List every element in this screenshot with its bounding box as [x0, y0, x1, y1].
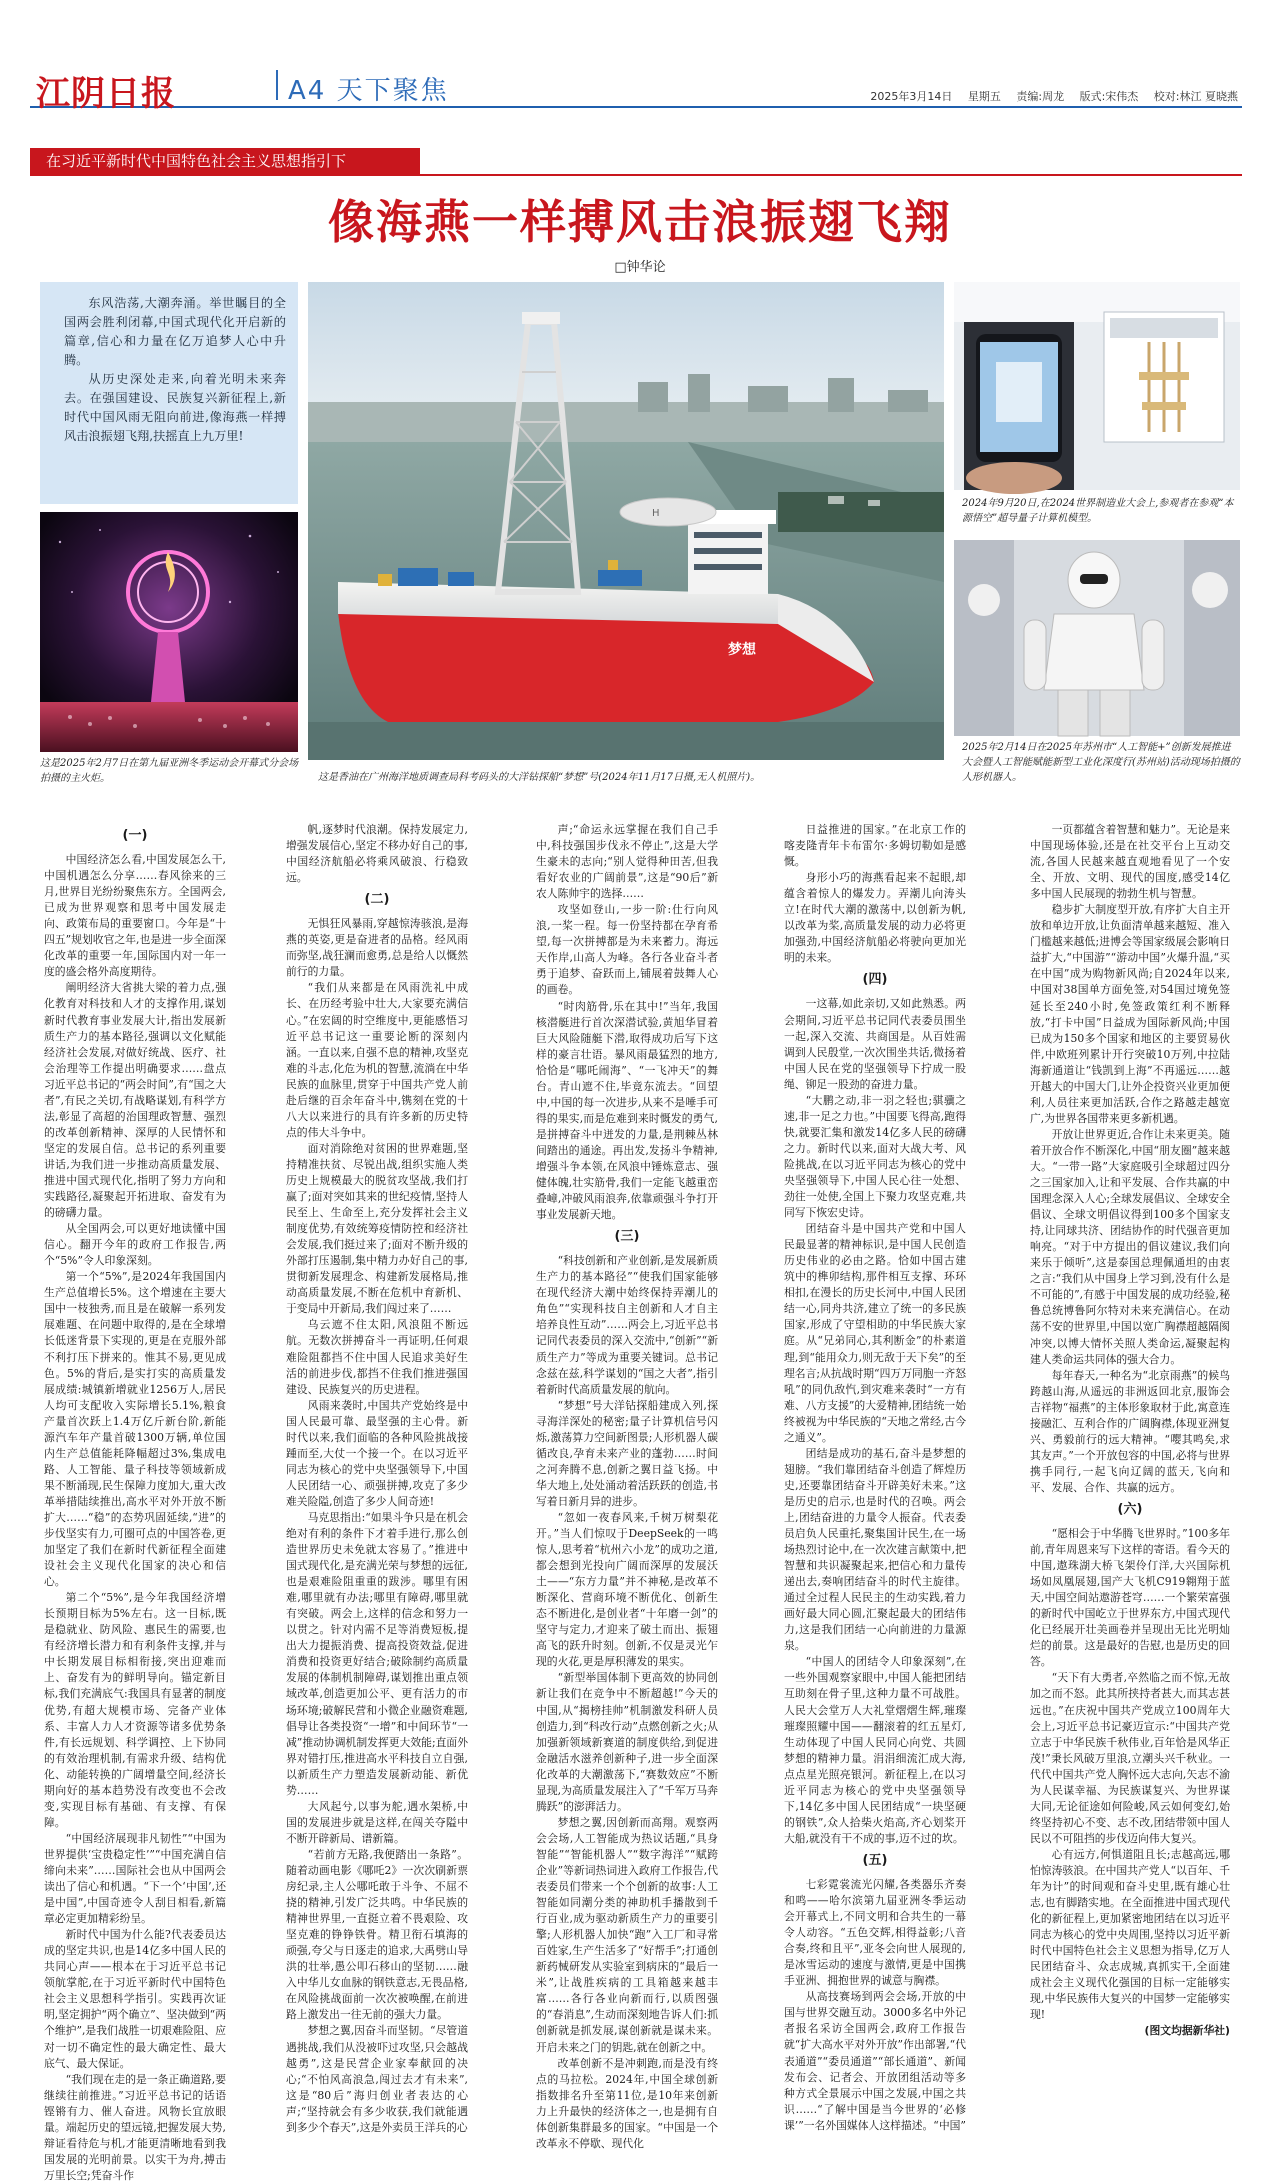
- body-paragraph: 阐明经济大省挑大梁的着力点,强化教育对科技和人才的支撑作用,谋划新时代教育事业发展大计,指出发展新质生产力的基本路径,强调以文化赋能经济社会发展,对做好统战、医疗、社会治理等工作提出明确要求……盘点习近平总书记的“两会时间”,有“国之大者”,有民之关切,有战略谋划,有科学方法,彰显了高超的治国理政智慧、强烈的改革创新精神、深厚的人民情怀和坚定的发展自信。总书记的系列重要讲话,为我们进一步推动高质量发展、推进中国式现代化,指明了努力方向和实践路径,凝聚起开拓进取、奋发有为的磅礴力量。: [44, 981, 226, 1220]
- caption-torch: 这是2025年2月7日在第九届亚洲冬季运动会开幕式分会场拍摄的主火炬。: [40, 758, 299, 784]
- body-paragraph: 乌云遮不住太阳,风浪阻不断远航。无数次拼搏奋斗一再证明,任何艰难险阻都挡不住中国人民追求美好生活的前进步伐,都挡不住我们推进强国建设、民族复兴的历史进程。: [286, 1318, 468, 1396]
- body-paragraph: 新时代中国为什么能?代表委员达成的坚定共识,也是14亿多中国人民的共同心声——根本在于习近平总书记领航掌舵,在于习近平新时代中国特色社会主义思想科学指引。实践再次证明,坚定拥护“两个确立”、坚决做到“两个维护”,是我们战胜一切艰难险阻、应对一切不确定性的最大确定性、最大底气、最大保证。: [44, 1928, 226, 2070]
- section-heading: (一): [122, 828, 148, 843]
- ship-photo: [308, 282, 944, 760]
- ship-name-label: 梦想: [728, 642, 756, 658]
- body-paragraph: 帆,逐梦时代浪潮。保持发展定力,增强发展信心,坚定不移办好自己的事,中国经济航船必将乘风破浪、行稳致远。: [286, 823, 468, 885]
- section-heading: (六): [1117, 1501, 1143, 1517]
- body-paragraph: 中国经济怎么看,中国发展怎么干,中国机遇怎么分享……春风徐来的三月,世界目光纷纷聚焦东方。全国两会,已成为世界观察和思考中国发展走向、政策布局的重要窗口。今年是“十四五”规划收官之年,也是进一步全面深化改革的重要一年,国际国内对一年一度的盛会格外高度期待。: [44, 853, 226, 979]
- caption-ship: 这是香油在广州海洋地质调查局科考码头的大洋钻探船“梦想”号(2024年11月17日摄,无人机照片)。: [318, 772, 761, 783]
- body-paragraph: 团结奋斗是中国共产党和中国人民最显著的精神标识,是中国人民创造历史伟业的必由之路。恰如中国古建筑中的榫卯结构,那件相互支撑、环环相扣,在漫长的历史长河中,中国人民团结一心,同舟共济,建立了统一的多民族国家,形成了守望相助的中华民族大家庭。从“兄弟同心,其利断金”的朴素道理,到“能用众力,则无敌于天下矣”的至理名言;从抗战时期“四万万同胞一齐怒吼”的同仇敌忾,到灾难来袭时“一方有难、八方支援”的大爱精神,团结统一始终被视为中华民族的“天地之常经,古今之通义”。: [784, 1222, 966, 1444]
- designer-credit: 版式:宋伟杰: [1079, 90, 1139, 103]
- body-paragraph: 马克思指出:“如果斗争只是在机会绝对有利的条件下才着手进行,那么创造世界历史未免就太容易了。”推进中国式现代化,是充满光荣与梦想的远征,也是艰难险阻重重的跋涉。哪里有困难,哪里就有办法;哪里有障碍,哪里就有突破。两会上,这样的信念和努力一以贯之。针对内需不足等消费短板,提出大力提振消费、提高投资效益,促进消费和投资更好结合;破除制约高质量发展的体制机制障碍,谋划推出重点领域改革,创造更加公平、更有活力的市场环境;破解民营和小微企业融资难题,倡导让各类投资“一增”和中间环节“一减”推动协调机制发挥更大效能;直面外界对错打压,推进高水平科技自立自强,以新质生产力塑造发展新动能、新优势……: [286, 1510, 468, 1797]
- caption-quantum: 2024年9月20日,在2024世界制造业大会上,参观者在参观“本源悟空”超导量子计算机模型。: [962, 498, 1234, 524]
- body-column-4: [784, 822, 966, 2132]
- page-section-label: A4 天下聚焦: [288, 76, 449, 106]
- body-paragraph: “中国经济展现非凡韧性”“中国为世界提供‘宝贵稳定性’”“中国充满自信缔向未来”……国际社会也从中国两会读出了信心和机遇。“下一个‘中国’,还是中国”,中国奇迹令人刮目相看,新篇章必定更加精彩纷呈。: [44, 1831, 226, 1926]
- issue-date: 2025年3月14日: [870, 90, 953, 103]
- body-paragraph: “新型举国体制下更高效的协同创新让我们在竞争中不断超越!”今天的中国,从“揭榜挂帅”机制激发科研人员创造力,到“科改行动”点燃创新之火;从加强新领域新赛道的制度供给,到促进金融活水滋养创新种子,进一步全面深化改革的大潮激荡下,“赛数效应”不断显现,为高质量发展注入了“千军万马奔腾跃”的澎湃活力。: [536, 1671, 718, 1813]
- body-paragraph: 无惧狂风暴雨,穿越惊涛骇浪,是海燕的英姿,更是奋进者的品格。经风雨而弥坚,战狂澜而愈勇,总是给人以慨然前行的力量。: [286, 917, 468, 979]
- body-paragraph: “中国人的团结令人印象深刻”,在一些外国观察家眼中,中国人能把团结互助刻在骨子里,这种力量不可战胜。人民大会堂万人大礼堂熠熠生辉,璀璨璀璨照耀中国——翻滚着的红五星灯,生动体现了中国人民同心向党、共圆梦想的精神力量。涓涓细流汇成大海,点点星光照亮银河。新征程上,在以习近平同志为核心的党中央坚强领导下,14亿多中国人民团结成“一块坚硬的钢铁”,众人拾柴火焰高,齐心划桨开大船,就没有干不成的事,迈不过的坎。: [784, 1655, 966, 1845]
- body-paragraph: “我们从来都是在风雨洗礼中成长、在历经考验中壮大,大家要充满信心。”在宏阔的时空维度中,更能感悟习近平总书记这一重要论断的深刻内涵。一直以来,自强不息的精神,攻坚克难的斗志,化危为机的智慧,流淌在中华民族的血脉里,贯穿于中国共产党人前赴后继的百余年奋斗中,镌刻在党的十八大以来进行的具有许多新的历史特点的伟大斗争中。: [286, 981, 468, 1139]
- robot-photo: [954, 540, 1240, 736]
- body-paragraph: 攻坚如登山,一步一阶:仕行向风浪,一桨一程。每一份坚持都在孕育希望,每一次拼搏都是为未来蓄力。海远天作岸,山高人为峰。各行各业奋斗者勇于追梦、奋跃而上,铺展着鼓舞人心的画卷。: [536, 903, 718, 997]
- body-paragraph: 每年春天,一种名为“北京雨燕”的候鸟跨越山海,从遥远的非洲返回北京,服饰会吉祥物“福燕”的主体形象取材于此,寓意连接融汇、互利合作的广阔胸襟,体现亚洲复兴、勇毅前行的远大精神。“嘤其鸣矣,求其友声。”一个开放包容的中国,必将与世界携手同行,一起飞向辽阔的蓝天,飞向和平、发展、合作、共赢的远方。: [1030, 1368, 1230, 1494]
- body-paragraph: 大风起兮,以事为舵,遇水架桥,中国的发展进步就是这样,在闯关夺隘中不断开辟新局、谱新篇。: [286, 1799, 468, 1845]
- article-byline: □钟华论: [614, 260, 666, 275]
- source-credit: (图文均据新华社): [1144, 2024, 1230, 2038]
- body-paragraph: “梦想”号大洋钻探船建成入列,探寻海洋深处的秘密;量子计算机信号闪烁,激荡算力空间新图景;人形机器人碳循改良,孕育未来产业的蓬勃……时间之河奔腾不息,创新之翼日益飞扬。中华大地上,处处涌动着活跃跃的创造,书写着日新月异的进步。: [536, 1398, 718, 1508]
- body-paragraph: “若前方无路,我便踏出一条路”。随着动画电影《哪吒2》一次次刷新票房纪录,主人公哪吒敢于斗争、不屈不挠的精神,引发广泛共鸣。中华民族的精神世界里,一直挺立着不畏艰险、攻坚克难的铮铮铁骨。精卫衔石填海的顽强,夸父与日逐走的追求,大禹劈山导洪的壮举,愚公叩石移山的坚韧……融入中华儿女血脉的钢铁意志,无畏品格,在风险挑战面前一次次被唤醒,在前进路上激发出一往无前的强大力量。: [286, 1847, 468, 2022]
- body-paragraph: 一页都蕴含着智慧和魅力”。无论是来中国现场体验,还是在社交平台上互动交流,各国人民越来越直观地看见了一个安全、开放、文明、现代的国度,感受14亿多中国人民展现的勃勃生机与智慧。: [1030, 823, 1230, 901]
- body-column-1: [44, 822, 226, 2182]
- body-column-3: [536, 822, 718, 2150]
- section-divider: [276, 70, 278, 100]
- robot-photo-art: [954, 540, 1240, 736]
- page-meta: [858, 88, 1238, 104]
- section-heading: (三): [614, 1229, 640, 1245]
- body-paragraph: 身形小巧的海燕看起来不起眼,却蕴含着惊人的爆发力。弄潮儿向涛头立!在时代大潮的激荡中,以创新为帆,以改革为桨,高质量发展的动力必将更加强劲,中国经济航船必将驶向更加光明的未来。: [784, 871, 966, 965]
- body-paragraph: “大鹏之动,非一羽之轻也;骐骥之速,非一足之力也。”中国要飞得高,跑得快,就要汇集和激发14亿多人民的磅礴之力。新时代以来,面对大战大考、风险挑战,在以习近平同志为核心的党中央坚强领导下,中国人民心往一处想、劲往一处使,全国上下聚力攻坚克难,共同写下恢宏史诗。: [784, 1093, 966, 1220]
- body-paragraph: 稳步扩大制度型开放,有序扩大自主开放和单边开放,让负面清单越来越短、准入门槛越来越低;进博会等国家级展会影响日益扩大,“中国游”“游动中国”火爆升温,“买在中国”成为购物新风尚;自2024年以来,中国对38国单方面免签,对54国过境免签延长至240小时,免签政策红利不断释放,“打卡中国”日益成为国际新风尚;中国已成为150多个国家和地区的主要贸易伙伴,中欧班列累计开行突破10万列,中拉陆海新通道让“钱凯到上海”不再遥远……越开越大的中国大门,让外企投资兴业更加便利,人员往来更加活跃,合作之路越走越宽广,为世界各国带来更多新机遇。: [1030, 903, 1230, 1125]
- torch-photo: [40, 512, 298, 752]
- newspaper-logo: 江阴日报: [36, 74, 176, 114]
- body-paragraph: 面对消除绝对贫困的世界难题,坚持精准扶贫、尽锐出战,组织实施人类历史上规模最大的脱贫攻坚战,我们打赢了;面对突如其来的世纪疫情,坚持人民至上、生命至上,充分发挥社会主义制度优势,有效统筹疫情防控和经济社会发展,我们挺过来了;面对不断升级的外部打压遏制,集中精力办好自己的事,贯彻新发展理念、构建新发展格局,推动高质量发展,不断在危机中育新机、于变局中开新局,我们闯过来了……: [286, 1141, 468, 1316]
- quantum-photo: [954, 282, 1240, 490]
- body-paragraph: 梦想之翼,因创新而高翔。观察两会会场,人工智能成为热议话题,“具身智能”“智能机器人”“数字海洋”“赋跨企业”等新词热词进入政府工作报告,代表委员们带来一个个创新的故事:人工智能如同潮分类的神助机手播散到千行百业,成为驱动新质生产力的重要引擎;人形机器人加快“跑”入工厂和寻常百姓家,生产生活多了“好帮手”;打通创新药械研发从实验室到病床的“最后一米”,让战胜疾病的工具箱越来越丰富……各行各业向新而行,以质图强的“春消息”,生动而深刻地告诉人们:抓创新就是抓发展,谋创新就是谋未来。开启未来之门的钥匙,就在创新之中。: [536, 1815, 718, 2054]
- issue-weekday: 星期五: [967, 90, 1001, 103]
- lead-paragraph: 东风浩荡,大潮奔涌。举世瞩目的全国两会胜利闭幕,中国式现代化开启新的篇章,信心和力量在亿万追梦人心中升腾。: [64, 296, 286, 367]
- body-paragraph: 团结是成功的基石,奋斗是梦想的翅膀。“我们靠团结奋斗创造了辉煌历史,还要靠团结奋斗开辟美好未来。”这是历史的启示,也是时代的召唤。两会上,团结奋进的力量令人振奋。代表委员启负人民重托,聚集国计民生,在一场场热烈讨论中,在一次次建言献策中,把智慧和共识凝聚起来,把信心和力量传递出去,奏响团结奋斗的时代主旋律。通过全过程人民民主的生动实践,着力画好最大同心圆,汇聚起最大的团结伟力,这是我们团结一心向前进的力量源泉。: [784, 1446, 966, 1653]
- body-paragraph: 从全国两会,可以更好地读懂中国信心。翻开今年的政府工作报告,两个“5%”令人印象深刻。: [44, 1222, 226, 1268]
- body-paragraph: 开放让世界更近,合作让未来更美。随着开放合作不断深化,中国“朋友圈”越来越大。“一带一路”大家庭吸引全球超过四分之三国家加入,让和平发展、合作共赢的中国理念深入人心;全球发展倡议、全球安全倡议、全球文明倡议得到100多个国家支持,让同球共济、团结协作的时代强音更加响亮。“对于中方提出的倡议建议,我们向来乐于倾听”,这是泰国总理佩通坦的由衷之言:“我们从中国身上学习到,没有什么是不可能的”,有感于中国发展的成功经验,秘鲁总统博鲁阿尔特对未来充满信心。在动荡不安的世界里,中国以宽广胸襟超越隔阂冲突,以博大情怀关照人类命运,凝聚起构建人类命运共同体的强大合力。: [1030, 1127, 1230, 1366]
- body-paragraph: 心有远方,何惧道阻且长;志越高远,哪怕惊涛骇浪。在中国共产党人“以百年、千年为计”的时间观和奋斗史里,既有雄心壮志,也有脚踏实地。在全面推进中国式现代化的新征程上,更加紧密地团结在以习近平同志为核心的党中央周围,坚持以习近平新时代中国特色社会主义思想为指导,亿万人民团结奋斗、众志成城,真抓实干,全面建成社会主义现代化强国的目标一定能够实现,中华民族伟大复兴的中国梦一定能够实现!: [1030, 1847, 1230, 2022]
- section-heading: (五): [862, 1852, 888, 1868]
- body-column-5: [1030, 822, 1230, 2038]
- ship-photo-art: [308, 282, 944, 760]
- body-column-2: [286, 822, 468, 2134]
- body-paragraph: “科技创新和产业创新,是发展新质生产力的基本路径”“使我们国家能够在现代经济大潮中始终保持弄潮儿的角色”“实现科技自主创新和人才自主培养良性互动”……两会上,习近平总书记同代表委员的深入交流中,“创新”“新质生产力”等成为重要关键词。总书记念兹在兹,科学谋划的“国之大者”,指引着新时代高质量发展的航向。: [536, 1254, 718, 1396]
- body-paragraph: “忽如一夜春风来,千树万树梨花开。”当人们惊叹于DeepSeek的一鸣惊人,思考着“杭州六小龙”的成功之道,都会想到光投向广阔而深厚的发展沃土——“东方力量”并不神秘,是改革不断深化、营商环境不断优化、创新生态不断进化,是创业者“十年磨一剑”的坚守与定力,才迎来了破土而出、振翅高飞的跃升时刻。创新,不仅是灵光乍现的火花,更是厚积薄发的果实。: [536, 1510, 718, 1669]
- lead-paragraph: 从历史深处走来,向着光明未来奔去。在强国建设、民族复兴新征程上,新时代中国风雨无阻向前进,像海燕一样搏风击浪振翅飞翔,扶摇直上九万里!: [64, 372, 286, 443]
- caption-robot: 2025年2月14日在2025年苏州市“人工智能+”创新发展推进大会暨人工智能赋能新型工业化深度行(苏州站)活动现场拍摄的人形机器人。: [962, 742, 1240, 783]
- body-paragraph: 七彩霓裳流光闪耀,各类器乐齐奏和鸣——哈尔滨第九届亚洲冬季运动会开幕式上,不同文明和合共生的一幕令人动容。“五色交辉,相得益彰;八音合奏,终和且平”,亚冬会向世人展现的,是冰雪运动的速度与激情,更是中国携手亚洲、拥抱世界的诚意与胸襟。: [784, 1878, 966, 1988]
- body-paragraph: 第一个“5%”,是2024年我国国内生产总值增长5%。这个增速在主要大国中一枝独秀,而且是在破解一系列发展难题、在问题中取得的,是在全球增长低迷背景下实现的,更是在克服外部不利打压下拼来的。惟其不易,更见成色。5%的背后,是实打实的高质量发展成绩:城镇新增就业1256万人,居民人均可支配收入实际增长5.1%,粮食产量首次跃上1.4万亿斤新台阶,新能源汽车年产量首破1300万辆,单位国内生产总值能耗降幅超过3%,集成电路、人工智能、量子科技等领域新成果不断涌现,民生保障力度加大,重大改革举措陆续推出,高水平对外开放不断扩大……“稳”的态势巩固延续,“进”的步伐坚实有力,可圈可点的中国答卷,更加坚定了我们在新时代新征程全面建设社会主义现代化国家的决心和信心。: [44, 1270, 226, 1589]
- torch-photo-art: [40, 512, 298, 752]
- body-paragraph: 从高技赛场到两会会场,开放的中国与世界交融互动。3000多名中外记者报名采访全国两会,政府工作报告就“扩大高水平对外开放”作出部署,“代表通道”“委员通道”“部长通道”、新闻发布会、记者会、开放团组活动等多种方式全景展示中国之发展,中国之共识……“了解中国是当今世界的‘必修课’”一名外国媒体人这样描述。“中国”: [784, 1990, 966, 2132]
- body-paragraph: “我们现在走的是一条正确道路,要继续往前推进。”习近平总书记的话语铿锵有力、催人奋进。风物长宜放眼量。端起历史的望远镜,把握发展大势,辩证看待危与机,才能更清晰地看到我国发展的光明前景。以实干为舟,搏击万里长空;凭奋斗作: [44, 2072, 226, 2182]
- column-banner: 在习近平新时代中国特色社会主义思想指引下: [30, 148, 420, 174]
- body-paragraph: “天下有大勇者,卒然临之而不惊,无故加之而不怒。此其所挟持者甚大,而其志甚远也。”在庆祝中国共产党成立100周年大会上,习近平总书记豪迈宣示:“中国共产党立志于中华民族千秋伟业,百年恰是风华正茂!”秉长风破万里浪,立潮头兴千秋业。一代代中国共产党人胸怀远大志向,矢志不渝为人民谋幸福、为民族谋复兴、为世界谋大同,无论征途如何险峻,风云如何变幻,始终坚持初心不变、志不改,团结带领中国人民以不可阻挡的步伐迈向伟大复兴。: [1030, 1671, 1230, 1845]
- article-headline: 像海燕一样搏风击浪振翅飞翔: [328, 195, 952, 249]
- quantum-photo-art: [954, 282, 1240, 490]
- svg-text:H: H: [652, 508, 660, 519]
- section-heading: (二): [364, 892, 390, 908]
- masthead: [30, 62, 1242, 114]
- body-paragraph: 风雨来袭时,中国共产党始终是中国人民最可靠、最坚强的主心骨。新时代以来,我们面临的各种风险挑战接踵而至,大仗一个接一个。在以习近平同志为核心的党中央坚强领导下,中国人民团结一心、顽强拼搏,攻克了多少难关险隘,创造了多少人间奇迹!: [286, 1398, 468, 1508]
- body-paragraph: 一这幕,如此亲切,又如此熟悉。两会期间,习近平总书记同代表委员围坐一起,深入交流、共商国是。从百姓需调到人民殷堂,一次次围坐共话,微扬着中国人民在党的坚强领导下拧成一股绳、铆足一股劲的奋进力量。: [784, 997, 966, 1091]
- lead-box: [40, 282, 298, 504]
- body-paragraph: 日益推进的国家。”在北京工作的喀麦隆青年卡布雷尔·多姆切勒如是感慨。: [784, 823, 966, 869]
- body-paragraph: 梦想之翼,因奋斗而坚韧。“尽管道遇挑战,我们从没被吓过攻坚,只会越战越勇”,这是民营企业家奉献回的决心;“不怕风高浪急,闯过去才有未来”,这是“80后”海归创业者表达的心声;“坚持就会有多少收获,我们就能遇到多少个春天”,这是外卖员王洋兵的心: [286, 2024, 468, 2134]
- section-heading: (四): [862, 972, 888, 988]
- body-paragraph: “愿相会于中华腾飞世界时。”100多年前,青年周恩来写下这样的寄语。看今天的中国,遨珠湖大桥飞架伶仃洋,大兴国际机场如凤凰展翅,国产大飞机C919翱翔于蓝天,中国空间站遨游苍穹……一个繁荣富强的新时代中国屹立于世界东方,中国式现代化已经展开壮美画卷并呈现出无比光明灿烂的前景。这是最好的告慰,也是历史的回答。: [1030, 1527, 1230, 1669]
- proof-credit: 校对:林江 夏晓燕: [1153, 90, 1238, 103]
- banner-rule: [30, 174, 1242, 176]
- body-paragraph: “时肉筋骨,乐在其中!”当年,我国核潜艇进行首次深潜试验,黄旭华冒着巨大风险随艇下潜,取得成功后写下这样的豪言壮语。暴风雨最猛烈的地方,恰恰是“哪吒闹海”、“一飞冲天”的舞台。青山遮不住,毕竟东流去。“回望中,中国的每一次进步,从来不是唾手可得的果实,而是危难到来时慨发的勇气,是拼搏奋斗中迸发的力量,是荆棘丛林间踏出的通途。再出发,发扬斗争精神,增强斗争本领,在风浪中锤炼意志、强健体魄,壮实筋骨,我们一定能飞越重峦叠嶂,冲破风雨浪奔,依靠顽强斗争打开事业发展新天地。: [536, 999, 718, 1222]
- editor-credit: 责编:周龙: [1016, 90, 1065, 103]
- body-paragraph: 声;“命运永远掌握在我们自己手中,科技强国步伐永不停止”,这是大学生豪未的志向;“别人觉得种田苦,但我看好农业的广阔前景”,这是“90后”新农人陈帅宇的选择……: [536, 823, 718, 901]
- body-paragraph: 第二个“5%”,是今年我国经济增长预期目标为5%左右。这一目标,既是稳就业、防风险、惠民生的需要,也有经济增长潜力和有利条件支撑,并与中长期发展目标相衔接,突出迎难而上、奋发有为的鲜明导向。锚定新目标,我们充满底气:我国具有显著的制度优势,有超大规模市场、完备产业体系、丰富人力人才资源等诸多优势条件,有长远规划、科学调控、上下协同的有效治理机制,有需求升级、结构优化、动能转换的广阔增量空间,经济长期向好的基本趋势没有改变也不会改变,实现目标有基础、有支撑、有保障。: [44, 1591, 226, 1829]
- body-paragraph: 改革创新不是冲刺跑,而是没有终点的马拉松。2024年,中国全球创新指数排名升至第11位,是10年来创新力上升最快的经济体之一,也是拥有自体创新集群最多的国家。“中国是一个改革永不停歇、现代化: [536, 2056, 718, 2150]
